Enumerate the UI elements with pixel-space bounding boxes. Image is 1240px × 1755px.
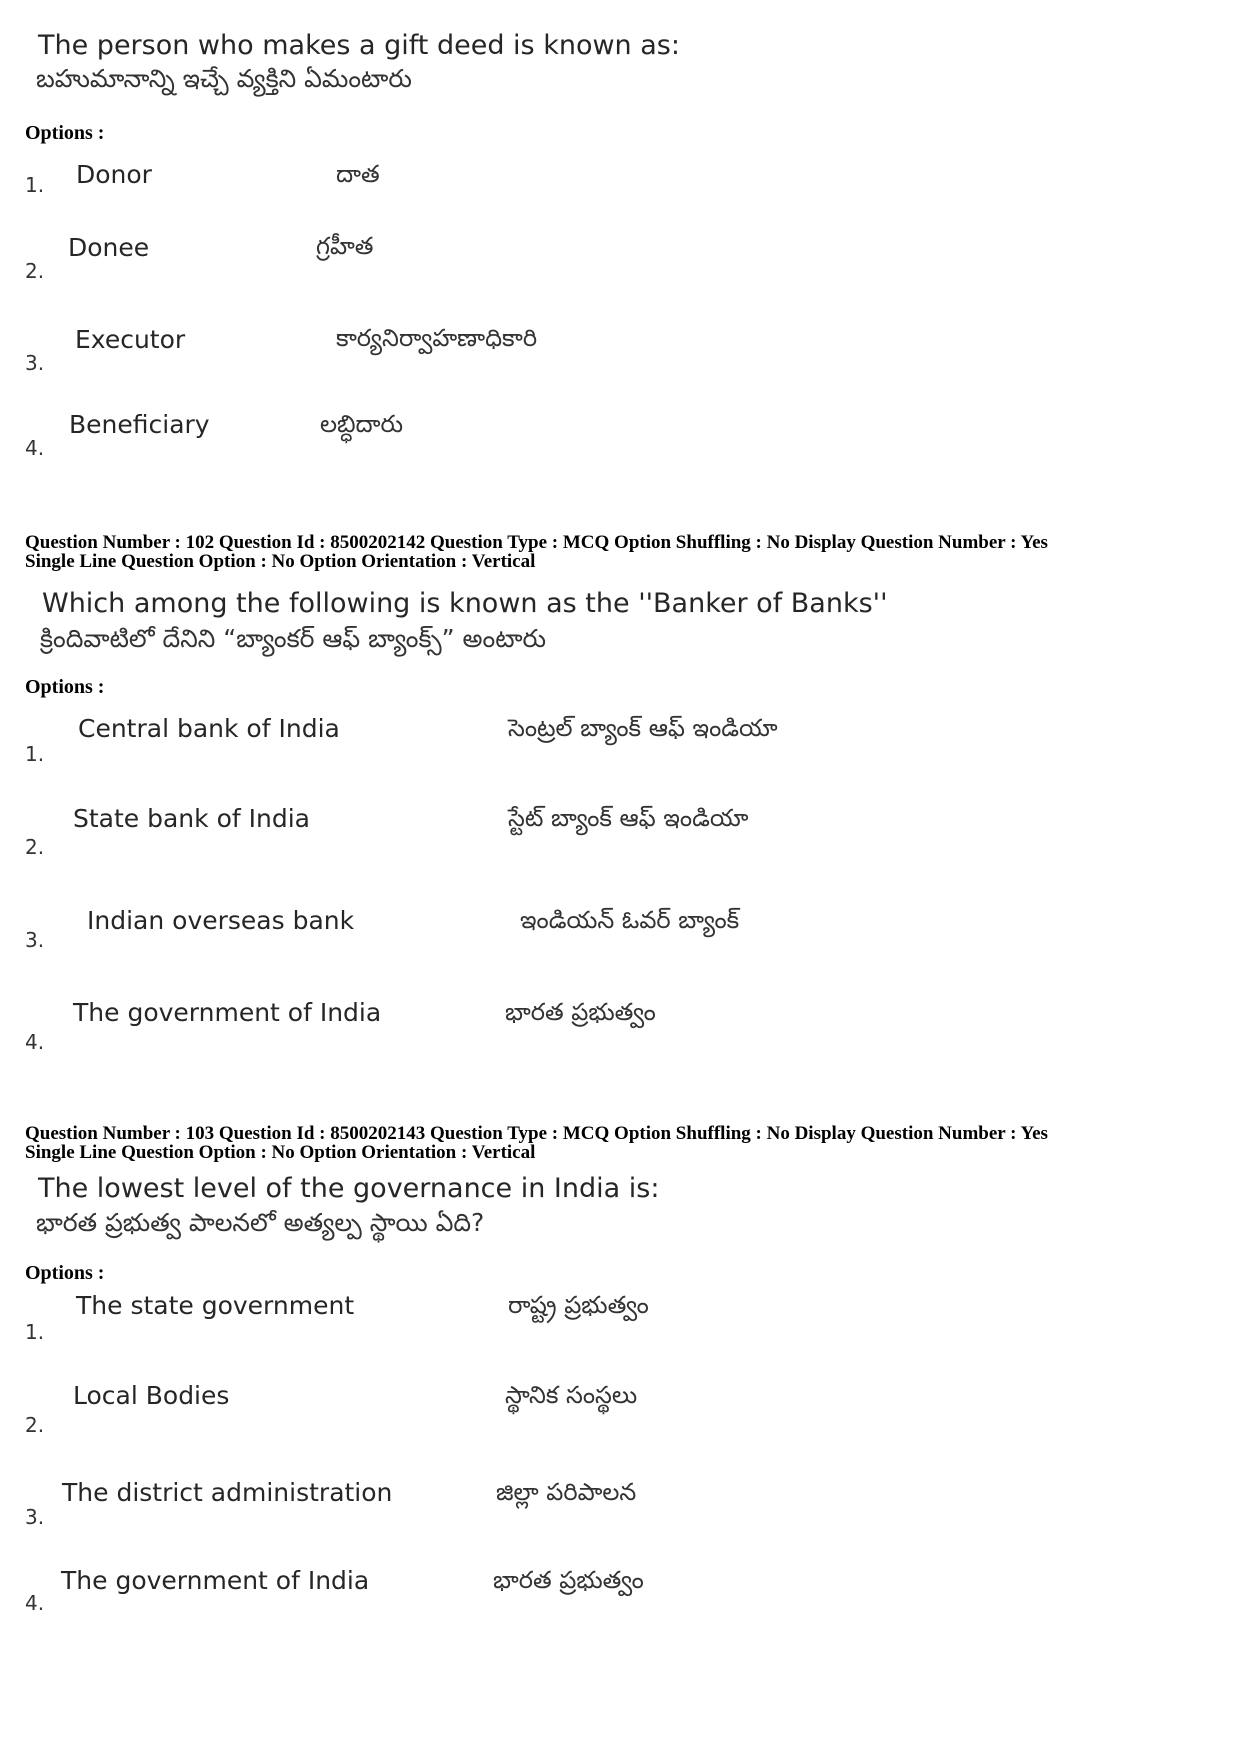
option-text-english: Executor — [75, 325, 186, 354]
question-meta-line-2: Single Line Question Option : No Option Orientation : Vertical — [25, 551, 536, 572]
option-number: 3. — [25, 351, 45, 375]
option-number: 2. — [25, 259, 45, 283]
option-text-telugu: కార్యనిర్వాహణాధికారి — [336, 324, 538, 352]
question-text-english: The person who makes a gift deed is known as: — [38, 30, 680, 61]
option-text-telugu: ఇండియన్ ఓవర్ బ్యాంక్ — [520, 906, 740, 934]
option-text-english: The state government — [76, 1291, 355, 1320]
question-meta-line-1: Question Number : 103 Question Id : 8500202143 Question Type : MCQ Option Shuffling : No Display Question Number : Yes — [25, 1123, 1048, 1144]
option-text-english: Donee — [68, 233, 150, 262]
option-text-english: Beneficiary — [69, 410, 210, 439]
option-number: 1. — [25, 742, 45, 766]
option-text-english: State bank of India — [73, 804, 310, 833]
question-text-telugu: బహుమానాన్ని ఇచ్చే వ్యక్తిని ఏమంటారు — [36, 64, 412, 93]
option-number: 1. — [25, 173, 45, 197]
option-text-telugu: లబ్ధిదారు — [320, 410, 404, 438]
option-number: 3. — [25, 928, 45, 952]
option-text-telugu: గ్రహీత — [316, 232, 374, 260]
option-number: 1. — [25, 1320, 45, 1344]
option-number: 3. — [25, 1505, 45, 1529]
option-number: 2. — [25, 1413, 45, 1437]
option-text-english: The government of India — [61, 1566, 370, 1595]
option-text-english: The government of India — [73, 998, 382, 1027]
option-text-english: Indian overseas bank — [87, 906, 355, 935]
option-text-telugu: జిల్లా పరిపాలన — [496, 1478, 637, 1506]
option-text-english: The district administration — [62, 1478, 393, 1507]
option-text-telugu: సెంట్రల్ బ్యాంక్ ఆఫ్ ఇండియా — [508, 714, 778, 742]
question-text-telugu: భారత ప్రభుత్వ పాలనలో అత్యల్ప స్థాయి ఏది? — [36, 1208, 485, 1237]
question-meta-line-1: Question Number : 102 Question Id : 8500202142 Question Type : MCQ Option Shuffling : No Display Question Number : Yes — [25, 532, 1048, 553]
option-text-english: Central bank of India — [78, 714, 340, 743]
option-text-telugu: స్టేట్ బ్యాంక్ ఆఫ్ ఇండియా — [508, 804, 749, 832]
option-text-telugu: దాత — [336, 160, 380, 188]
option-text-english: Donor — [76, 160, 152, 189]
question-text-english: Which among the following is known as the ''Banker of Banks'' — [42, 588, 888, 619]
question-text-english: The lowest level of the governance in India is: — [38, 1173, 660, 1204]
option-number: 4. — [25, 1030, 45, 1054]
option-text-telugu: రాష్ట్ర ప్రభుత్వం — [508, 1291, 649, 1319]
question-text-telugu: క్రిందివాటిలో దేనిని “బ్యాంకర్ ఆఫ్ బ్యాంక్స్” అంటారు — [40, 624, 547, 653]
option-text-telugu: భారత ప్రభుత్వం — [505, 998, 656, 1026]
option-number: 4. — [25, 436, 45, 460]
option-text-telugu: స్థానిక సంస్థలు — [505, 1381, 638, 1409]
question-meta-line-2: Single Line Question Option : No Option Orientation : Vertical — [25, 1142, 536, 1163]
option-text-english: Local Bodies — [73, 1381, 230, 1410]
options-label: Options : — [25, 1262, 105, 1284]
option-text-telugu: భారత ప్రభుత్వం — [493, 1566, 644, 1594]
options-label: Options : — [25, 122, 105, 144]
option-number: 2. — [25, 835, 45, 859]
options-label: Options : — [25, 676, 105, 698]
option-number: 4. — [25, 1591, 45, 1615]
